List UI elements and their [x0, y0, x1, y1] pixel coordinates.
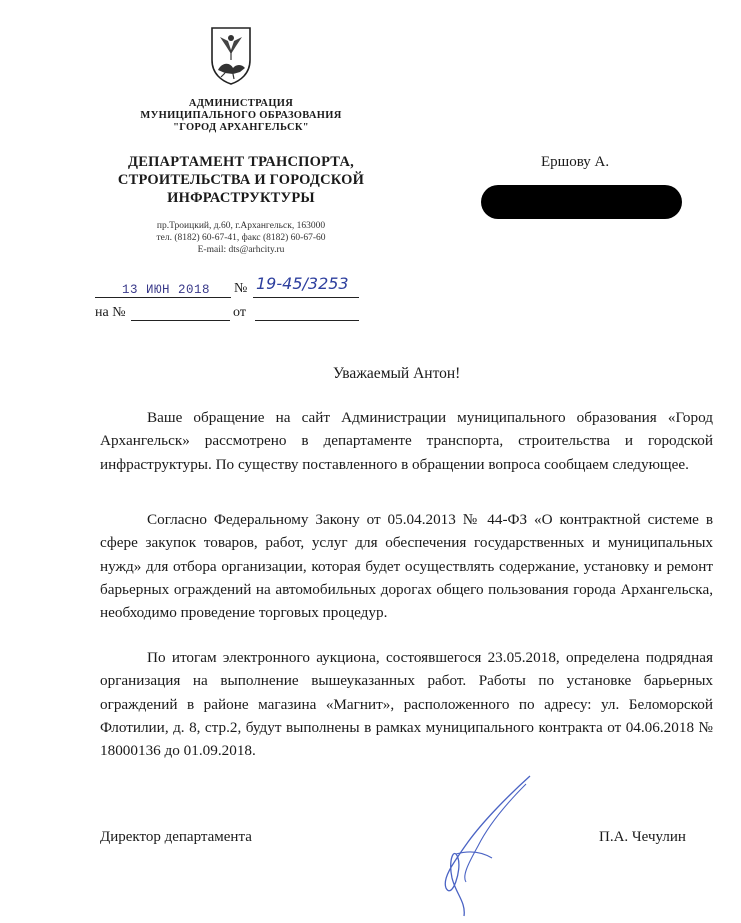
signatory-position: Директор департамента: [100, 829, 252, 845]
reply-number-underline: [131, 320, 230, 321]
org-line-3: "ГОРОД АРХАНГЕЛЬСК": [173, 122, 309, 133]
signatory-name: П.А. Чечулин: [599, 829, 686, 845]
greeting: Уважаемый Антон!: [333, 365, 461, 382]
dept-line-1: ДЕПАРТАМЕНТ ТРАНСПОРТА,: [128, 154, 354, 170]
recipient-name: Ершову А.: [541, 154, 610, 170]
reply-prefix: на №: [95, 305, 126, 320]
number-underline: [253, 297, 359, 298]
paragraph-2: Согласно Федеральному Закону от 05.04.2013 № 44-ФЗ «О контрактной системе в сфере закупок товаров, работ, услуг для обеспечения государственных и муниципальных нужд» для отбора организации, которая будет осуществлять содержание, установку и ремонт барьерных ограждений на автомобильных дорогах общего пользования города Архангельска, необходимо проведение торговых процедур.: [100, 511, 713, 622]
org-line-1: АДМИНИСТРАЦИЯ: [188, 98, 294, 109]
handwritten-signature: [418, 770, 558, 920]
paragraph-1: Ваше обращение на сайт Администрации муниципального образования «Город Архангельск» рассмотрено в департаменте транспорта, строительства и городской инфраструктуры. По существу поставленного в обращении вопроса сообщаем следующее.: [100, 409, 713, 473]
dept-line-3: ИНФРАСТРУКТУРЫ: [167, 190, 315, 206]
date-stamp: 13 ИЮН 2018: [122, 283, 211, 297]
redacted-block: [481, 185, 682, 219]
reply-date-underline: [255, 320, 359, 321]
paragraph-3: По итогам электронного аукциона, состоявшегося 23.05.2018, определена подрядная организация на выполнение вышеуказанных работ. Работы по установке барьерных ограждений в районе магазина «Магнит», расположенного по адресу: ул. Беломорской Флотилии, д. 8, стр.2, будут выполнены в рамках муниципального контракта от 04.06.2018 № 18000136 до 01.09.2018.: [100, 649, 713, 760]
reply-from: от: [233, 305, 246, 320]
coat-of-arms-icon: [206, 24, 256, 86]
org-line-2: МУНИЦИПАЛЬНОГО ОБРАЗОВАНИЯ: [140, 110, 342, 121]
email-line: E-mail: dts@arhcity.ru: [197, 245, 285, 255]
date-underline: [95, 297, 231, 298]
address-line: пр.Троицкий, д.60, г.Архангельск, 163000: [156, 221, 326, 231]
outgoing-number: 19-45/3253: [256, 274, 349, 293]
phone-line: тел. (8182) 60-67-41, факс (8182) 60-67-60: [156, 233, 326, 243]
number-sign: №: [234, 281, 248, 296]
dept-line-2: СТРОИТЕЛЬСТВА И ГОРОДСКОЙ: [117, 172, 365, 188]
